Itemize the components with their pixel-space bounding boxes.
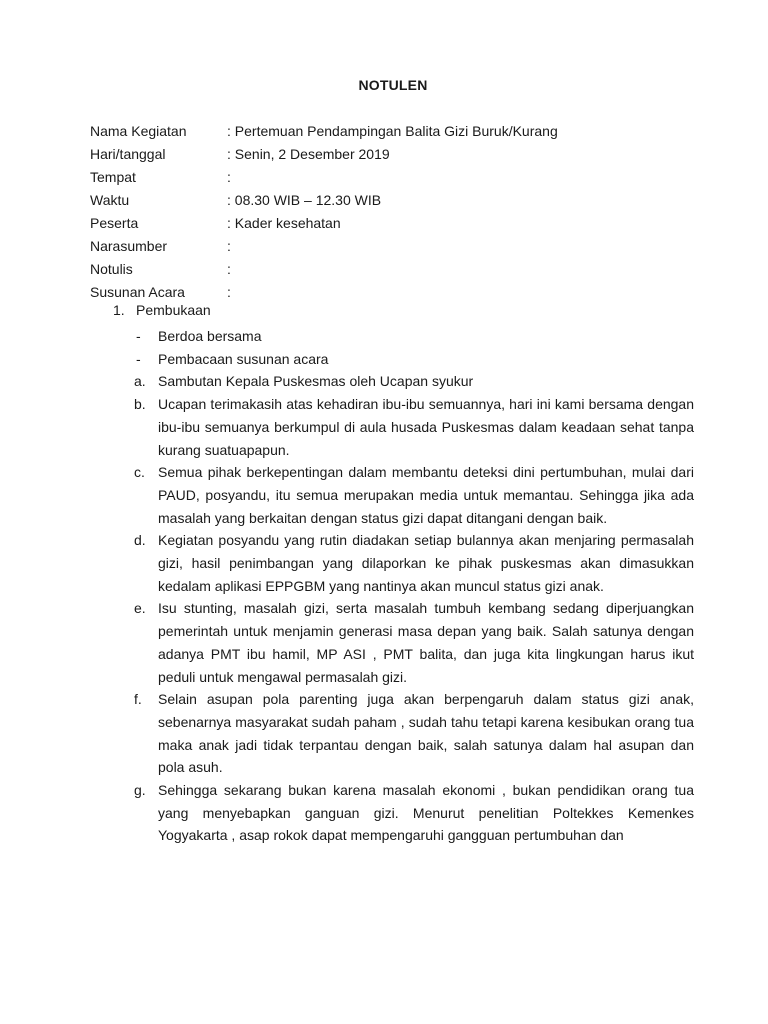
- meta-label: Tempat: [90, 169, 136, 185]
- meta-value: :: [227, 284, 231, 300]
- list-item-text: Selain asupan pola parenting juga akan berpengaruh dalam status gizi anak, sebenarnya masyarakat sudah paham , sudah tahu tetapi karena kesibukan orang tua maka anak jadi tidak terpantau dengan baik, salah satunya dalam hal asupan dan pola asuh.: [158, 691, 694, 776]
- list-item: [134, 779, 694, 847]
- meta-value: :: [227, 238, 231, 254]
- meta-value: : Kader kesehatan: [227, 215, 341, 231]
- meta-label: Waktu: [90, 192, 130, 208]
- list-marker: -: [136, 328, 141, 344]
- list-item-text: Sehingga sekarang bukan karena masalah ekonomi , bukan pendidikan orang tua yang menyebapkan ganguan gizi. Menurut penelitian Poltekkes Kemenkes Yogyakarta , asap rokok dapat mempengaruhi gangguan pertumbuhan dan: [158, 782, 694, 844]
- list-item: [134, 325, 694, 348]
- list-item-text: Pembacaan susunan acara: [158, 350, 329, 367]
- meta-label: Notulis: [90, 261, 133, 277]
- list-item-text: Isu stunting, masalah gizi, serta masalah tumbuh kembang sedang diperjuangkan pemerintah untuk menjamin generasi masa depan yang baik. Salah satunya dengan adanya PMT ibu hamil, MP ASI , PMT balita, dan juga kita lingkungan harus ikut peduli untuk mengawal permasalah gizi.: [158, 600, 694, 685]
- meta-label: Nama Kegiatan: [90, 123, 187, 139]
- meta-value: :: [227, 169, 231, 185]
- meta-row-peserta: [90, 213, 700, 236]
- list-marker: -: [136, 350, 141, 367]
- meta-row-tempat: [90, 167, 700, 190]
- list-marker: b.: [134, 396, 146, 413]
- list-item: [134, 461, 694, 529]
- meta-row-narasumber: [90, 236, 700, 259]
- meta-label: Hari/tanggal: [90, 146, 166, 162]
- meta-row-hari-tanggal: [90, 144, 700, 167]
- list-item: [134, 370, 694, 393]
- meta-row-nama-kegiatan: [90, 121, 700, 144]
- meta-label: Narasumber: [90, 238, 168, 254]
- list-marker: c.: [134, 464, 145, 481]
- meta-label: Peserta: [90, 215, 139, 231]
- list-marker: f.: [134, 691, 142, 708]
- list-item: [134, 348, 694, 371]
- list-item: [134, 393, 694, 461]
- agenda-list: [134, 325, 694, 847]
- list-item: [134, 688, 694, 779]
- section-heading: [113, 302, 211, 318]
- list-marker: e.: [134, 600, 146, 617]
- list-item-text: Semua pihak berkepentingan dalam membantu deteksi dini pertumbuhan, mulai dari PAUD, posyandu, itu semua merupakan media untuk memantau. Sehingga jika ada masalah yang berkaitan dengan status gizi dapat ditangani dengan baik.: [158, 464, 694, 526]
- meta-value: : Senin, 2 Desember 2019: [227, 146, 390, 162]
- list-item: [134, 529, 694, 597]
- section-title: Pembukaan: [136, 302, 211, 318]
- document-title: NOTULEN: [358, 77, 428, 93]
- list-marker: g.: [134, 782, 146, 799]
- list-marker: d.: [134, 532, 146, 549]
- meta-row-notulis: [90, 259, 700, 282]
- list-item-text: Berdoa bersama: [158, 328, 262, 344]
- list-item-text: Ucapan terimakasih atas kehadiran ibu-ibu semuannya, hari ini kami bersama dengan ibu-ibu semuanya berkumpul di aula husada Puskesmas dalam keadaan sehat tanpa kurang suatuapapun.: [158, 396, 694, 458]
- list-item-text: Kegiatan posyandu yang rutin diadakan setiap bulannya akan menjaring permasalah gizi, hasil penimbangan yang dilaporkan ke pihak puskesmas akan dimasukkan kedalam aplikasi EPPGBM yang nantinya akan muncul status gizi anak.: [158, 532, 694, 594]
- list-item: [134, 597, 694, 688]
- meta-value: : Pertemuan Pendampingan Balita Gizi Buruk/Kurang: [227, 123, 558, 139]
- meta-label: Susunan Acara: [90, 284, 185, 300]
- list-marker: a.: [134, 373, 146, 390]
- meta-value: : 08.30 WIB – 12.30 WIB: [227, 192, 382, 208]
- meta-value: :: [227, 261, 231, 277]
- meta-block: [90, 121, 700, 305]
- list-item-text: Sambutan Kepala Puskesmas oleh Ucapan syukur: [158, 373, 474, 390]
- section-number: 1.: [113, 302, 125, 318]
- meta-row-waktu: [90, 190, 700, 213]
